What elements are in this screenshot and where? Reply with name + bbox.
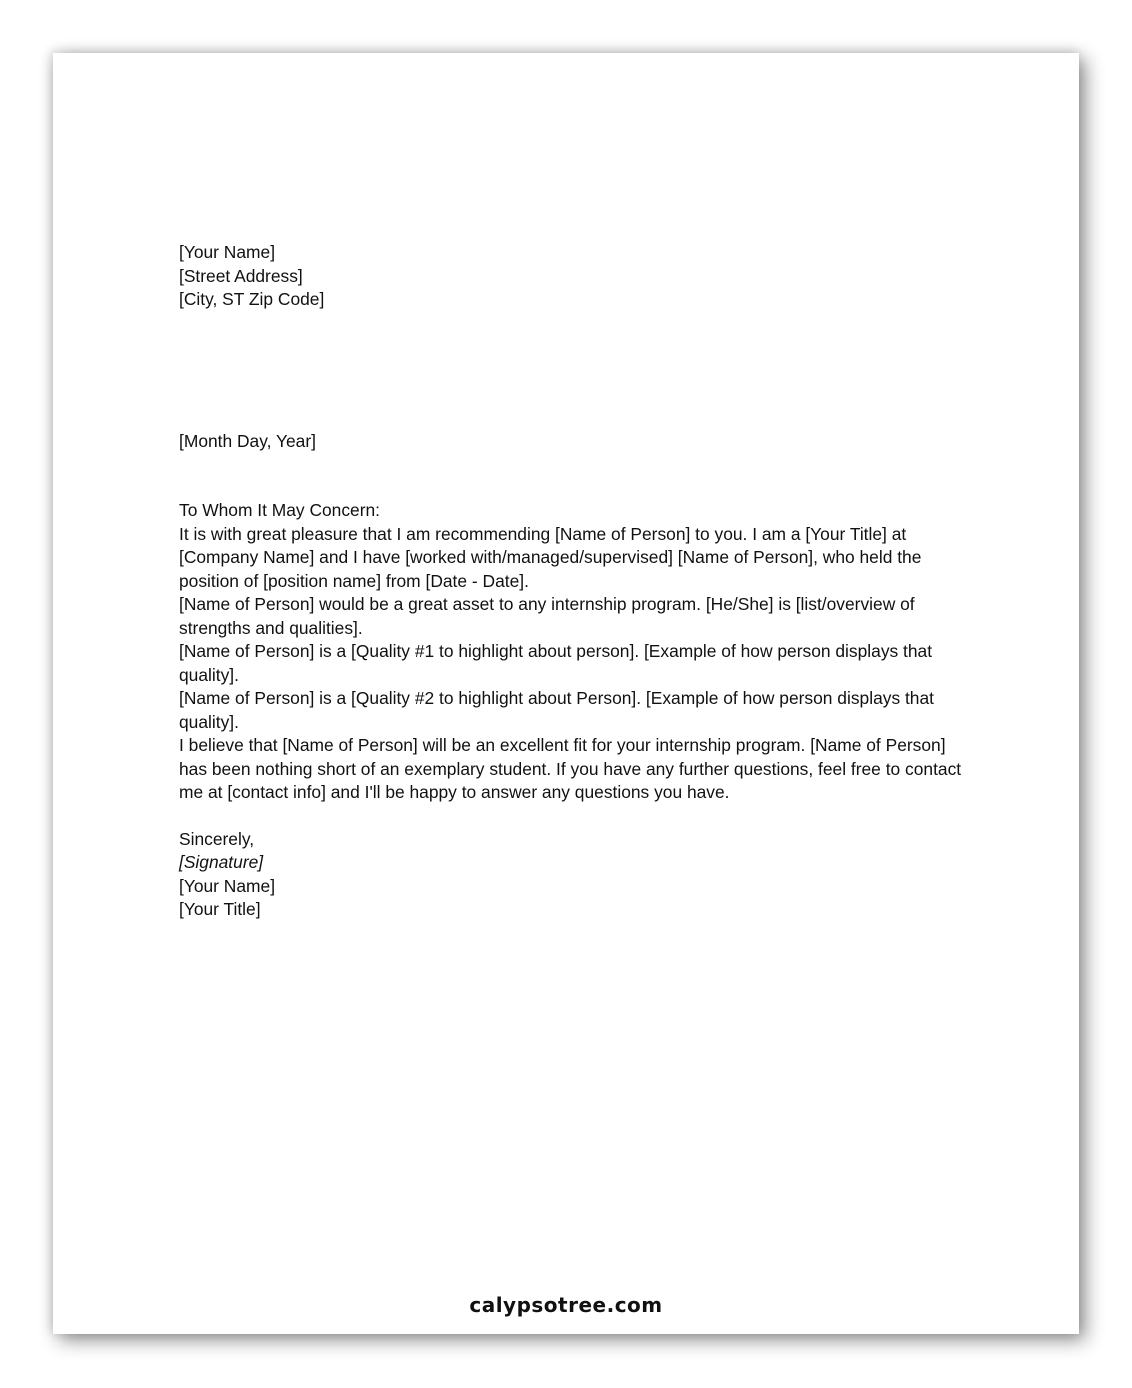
paragraph-quality-1: [Name of Person] is a [Quality #1 to highlight about person]. [Example of how person displays that quality]. xyxy=(179,641,933,685)
closing-name: [Your Name] xyxy=(179,875,276,896)
closing-title: [Your Title] xyxy=(179,899,261,919)
letter-page xyxy=(53,53,1079,1334)
sender-street: [Street Address] xyxy=(179,265,303,286)
valediction: Sincerely, xyxy=(179,828,255,849)
signature-placeholder: [Signature] xyxy=(179,852,264,872)
sender-name: [Your Name] xyxy=(179,242,276,262)
paragraph-intro: It is with great pleasure that I am recommending [Name of Person] to you. I am a [Your Title] at [Company Name] and I have [worked with/managed/supervised] [Name of Person], who held the position of [position name] from [Date - Date]. xyxy=(179,523,922,591)
paragraph-quality-2: [Name of Person] is a [Quality #2 to highlight about Person]. [Example of how person displays that quality]. xyxy=(179,688,934,732)
letter-date: [Month Day, Year] xyxy=(179,430,316,451)
salutation: To Whom It May Concern: xyxy=(179,500,381,520)
site-watermark: calypsotree.com xyxy=(469,1293,663,1317)
paragraph-asset: [Name of Person] would be a great asset to any internship program. [He/She] is [list/overview of strengths and qualities]. xyxy=(179,594,915,638)
letter-body xyxy=(179,241,969,922)
paragraph-conclusion: I believe that [Name of Person] will be an excellent fit for your internship program. [Name of Person] has been nothing short of an exemplary student. If you have any further questions, feel free to contact me at [contact info] and I'll be happy to answer any questions you have. xyxy=(179,735,962,802)
sender-city: [City, ST Zip Code] xyxy=(179,289,325,309)
